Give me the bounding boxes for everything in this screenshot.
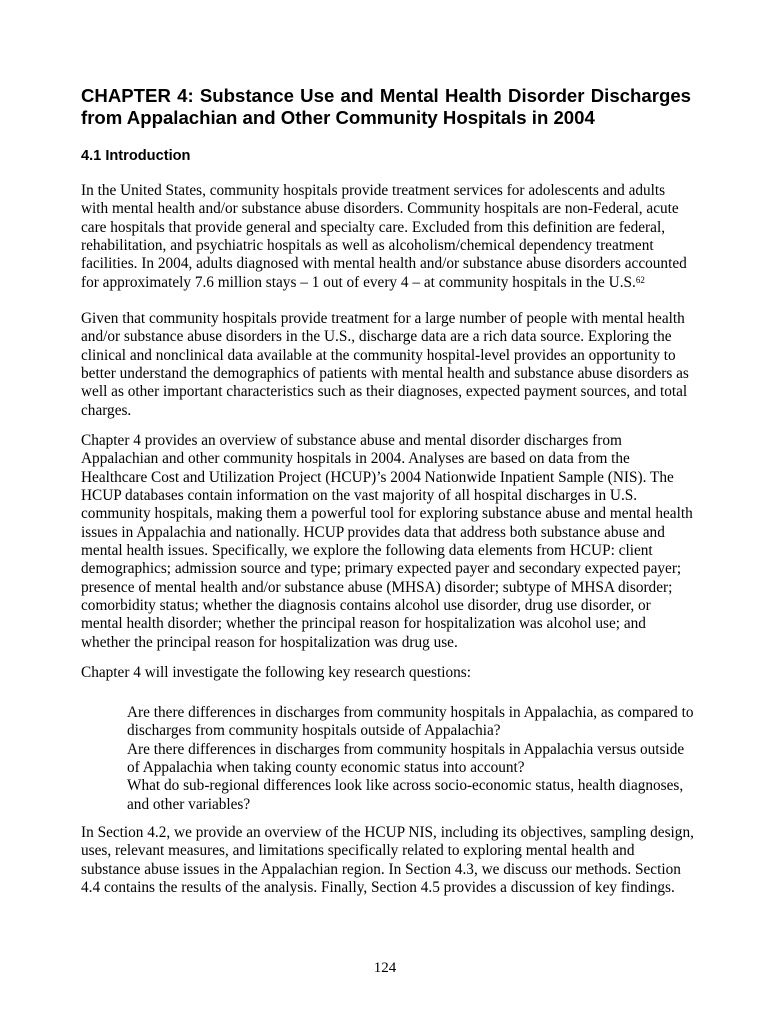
title-line: from Appalachian and Other Community Hospitals in 2004 (81, 107, 595, 128)
text-line: In the United States, community hospitals provide treatment services for adolescents and adults (81, 182, 666, 199)
text-line: care hospitals that provide general and specialty care. Excluded from this definition are federal, (81, 218, 666, 236)
text-line: rehabilitation, and psychiatric hospitals as well as alcoholism/chemical dependency treatment (81, 237, 654, 255)
text-line: mental health disorder; whether the principal reason for hospitalization was alcohol use; and (81, 615, 646, 633)
text-line: Are there differences in discharges from community hospitals in Appalachia, as compared to (127, 704, 694, 721)
text-line: Appalachian and other community hospitals in 2004. Analyses are based on data from the (81, 450, 630, 468)
text-line: HCUP databases contain information on the vast majority of all hospital discharges in U.S. (81, 487, 638, 505)
text-line: Are there differences in discharges from community hospitals in Appalachia versus outside (127, 740, 685, 758)
paragraph-intro (81, 182, 687, 292)
text-line: uses, relevant measures, and limitations specifically related to exploring mental health and (81, 842, 635, 860)
paragraph-overview (81, 432, 693, 652)
text-line: In Section 4.2, we provide an overview of the HCUP NIS, including its objectives, sampling design, (81, 824, 694, 841)
text-line: of Appalachia when taking county economic status into account? (127, 759, 525, 777)
text-line: whether the principal reason for hospitalization was drug use. (81, 633, 458, 651)
text-line: better understand the demographics of patients with mental health and substance abuse disorders as (81, 365, 689, 383)
text-line: Chapter 4 will investigate the following key research questions: (81, 664, 471, 681)
text-line: and/or substance abuse disorders in the U.S., discharge data are a rich data source. Exploring the (81, 328, 672, 346)
text-line: comorbidity status; whether the diagnosis contains alcohol use disorder, drug use disorder, or (81, 597, 651, 615)
text-line: charges. (81, 401, 132, 419)
text-line: with mental health and/or substance abuse disorders. Community hospitals are non-Federal, acute (81, 200, 679, 218)
text-line: facilities. In 2004, adults diagnosed with mental health and/or substance abuse disorders accounted (81, 255, 687, 273)
chapter-title (81, 85, 691, 129)
page-number: 124 (373, 960, 397, 976)
text-line: Chapter 4 provides an overview of substance abuse and mental disorder discharges from (81, 432, 622, 449)
text-line: Given that community hospitals provide treatment for a large number of people with mental health (81, 310, 685, 327)
paragraph-questions-intro (81, 664, 471, 682)
text-line: well as other important characteristics such as their diagnoses, expected payment sources, and total (81, 383, 688, 401)
text-line: 4.4 contains the results of the analysis. Finally, Section 4.5 provides a discussion of key findings. (81, 879, 675, 897)
text-line: Healthcare Cost and Utilization Project (HCUP)’s 2004 Nationwide Inpatient Sample (NIS). The (81, 468, 674, 486)
text-line: clinical and nonclinical data available at the community hospital-level provides an opportunity to (81, 346, 676, 364)
text-line (81, 274, 687, 292)
text-line: substance abuse issues in the Appalachian region. In Section 4.3, we discuss our methods. Section (81, 860, 681, 878)
text-line: issues in Appalachia and nationally. HCUP provides data that address both substance abuse and (81, 523, 665, 541)
section-heading: 4.1 Introduction (81, 148, 191, 164)
text-line: and other variables? (127, 795, 251, 813)
text-line: community hospitals, making them a powerful tool for exploring substance abuse and mental health (81, 505, 693, 523)
text-line-content: for approximately 7.6 million stays – 1 out of every 4 – at community hospitals in the U.S. (81, 273, 636, 291)
title-line: CHAPTER 4: Substance Use and Mental Health Disorder Discharges (81, 85, 691, 106)
text-line: mental health issues. Specifically, we explore the following data elements from HCUP: client (81, 542, 653, 560)
text-line: What do sub-regional differences look like across socio-economic status, health diagnoses, (127, 777, 684, 795)
footnote-ref: 62 (635, 274, 645, 285)
text-line: demographics; admission source and type; primary expected payer and secondary expected payer; (81, 560, 682, 578)
text-line: presence of mental health and/or substance abuse (MHSA) disorder; subtype of MHSA disorder; (81, 578, 673, 596)
paragraph-sections (81, 824, 694, 897)
research-questions-list (127, 704, 694, 814)
paragraph-discharge-data (81, 310, 689, 420)
text-line: discharges from community hospitals outside of Appalachia? (127, 722, 501, 740)
